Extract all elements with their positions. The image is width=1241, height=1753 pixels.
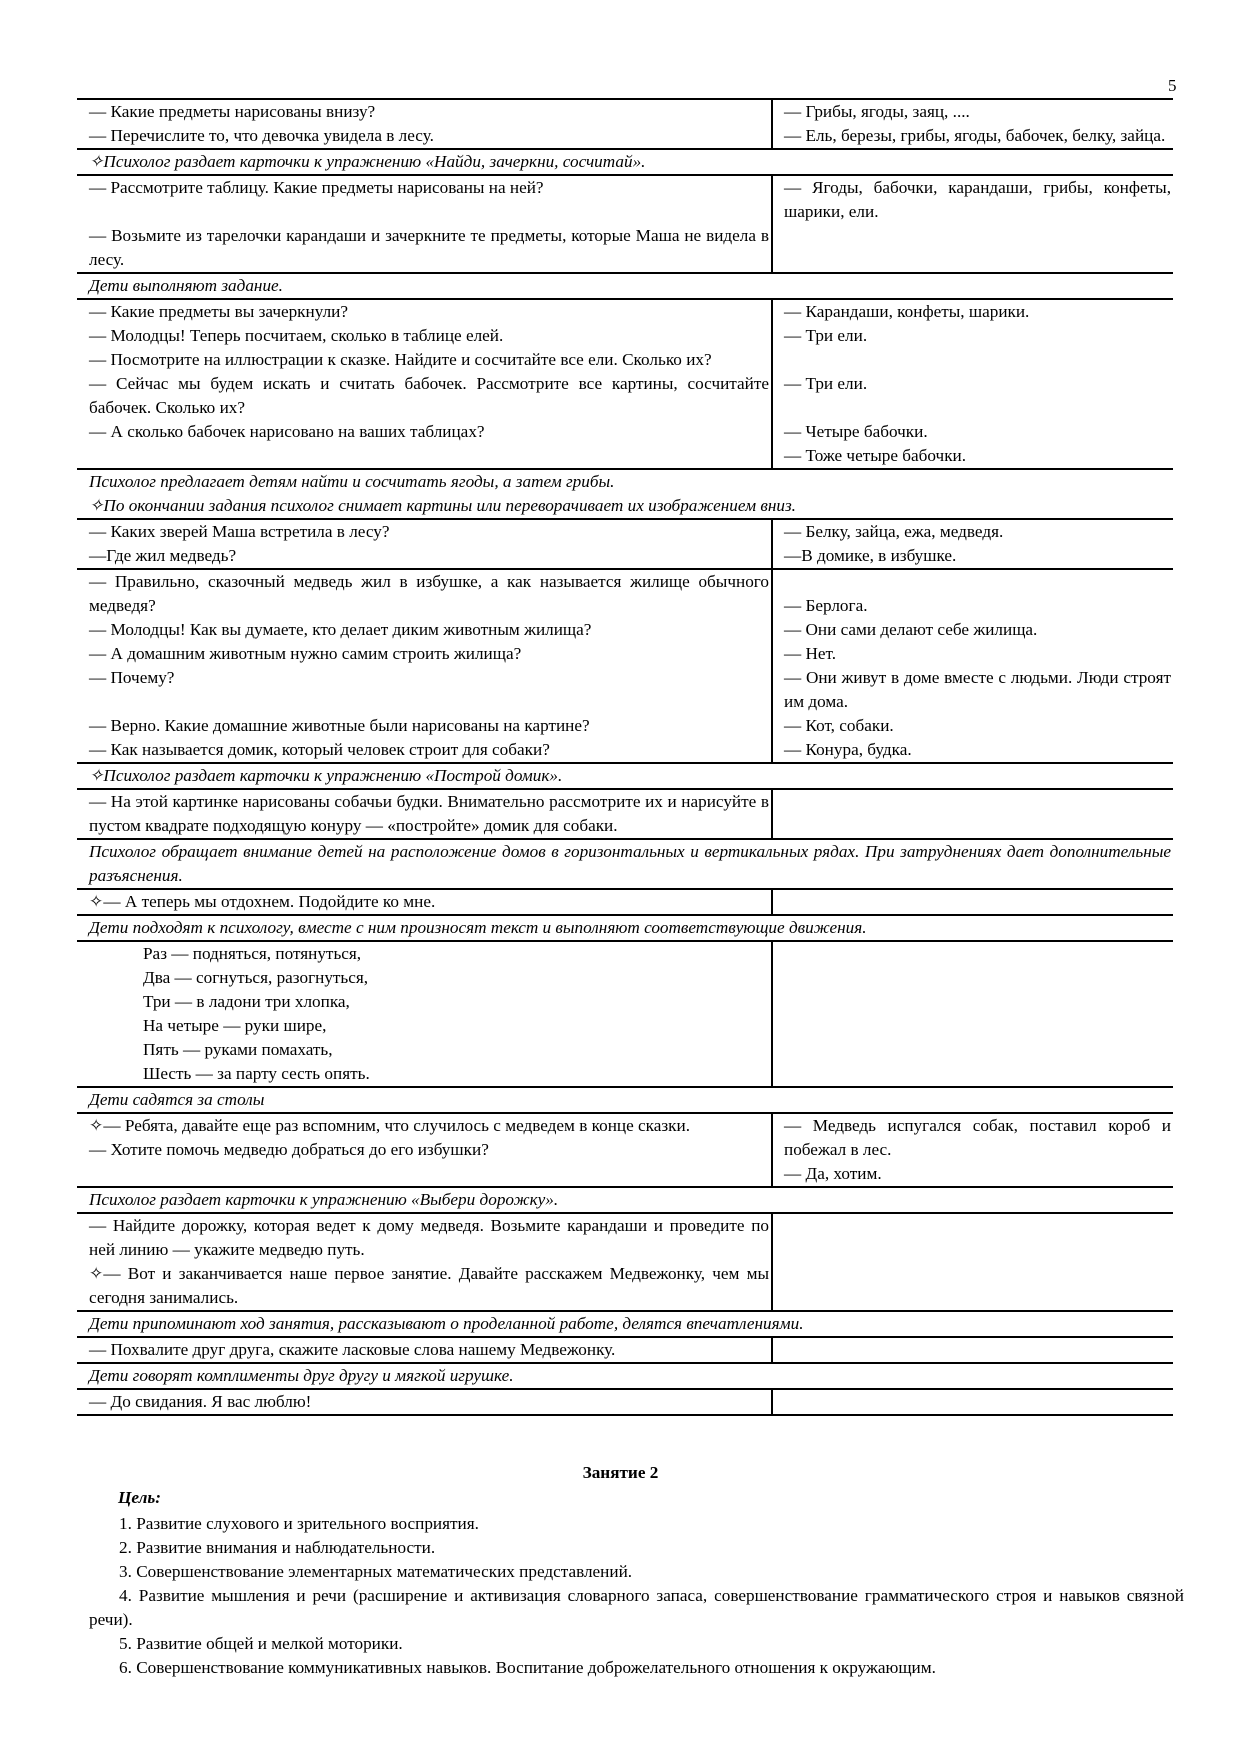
children-response-cell — [772, 1389, 1173, 1415]
lesson-table — [77, 98, 1173, 1416]
table-row — [77, 839, 1173, 889]
table-row — [77, 99, 1173, 149]
psychologist-line: — До свидания. Я вас люблю! — [89, 1392, 312, 1411]
instruction-note — [77, 273, 1173, 299]
psychologist-line: — Молодцы! Теперь посчитаем, сколько в таблице елей. — [89, 326, 504, 345]
children-response-cell — [772, 99, 1173, 149]
psychologist-line — [89, 200, 769, 224]
note-text: Дети подходят к психологу, вместе с ним произносят текст и выполняют соответствующие движения. — [89, 918, 867, 937]
note-text: Психолог раздает карточки к упражнению «Выбери дорожку». — [89, 1190, 559, 1209]
instruction-note — [77, 915, 1173, 941]
table-row — [77, 149, 1173, 175]
children-response-line: — Берлога. — [784, 596, 868, 615]
children-response-line: — Карандаши, конфеты, шарики. — [784, 302, 1030, 321]
psychologist-line: — Хотите помочь медведю добраться до его избушки? — [89, 1140, 489, 1159]
psychologist-cell — [77, 569, 772, 763]
children-response-line — [784, 348, 1171, 372]
children-response-cell — [772, 889, 1173, 915]
table-row — [77, 519, 1173, 569]
instruction-note — [77, 839, 1173, 889]
note-text: Дети садятся за столы — [89, 1090, 265, 1109]
table-row — [77, 469, 1173, 519]
children-response-cell — [772, 519, 1173, 569]
table-row — [77, 175, 1173, 273]
psychologist-line: — Возьмите из тарелочки карандаши и зачеркните те предметы, которые Маша не видела в лесу. — [89, 226, 769, 269]
psychologist-line: — Верно. Какие домашние животные были нарисованы на картине? — [89, 716, 590, 735]
note-text: Дети выполняют задание. — [89, 276, 283, 295]
children-response-line: — Ягоды, бабочки, карандаши, грибы, конфеты, шарики, ели. — [784, 178, 1171, 221]
psychologist-line: — Перечислите то, что девочка увидела в лесу. — [89, 126, 434, 145]
psychologist-cell — [77, 1389, 772, 1415]
poem-line: Пять — руками помахать, — [143, 1040, 333, 1059]
psychologist-cell — [77, 1337, 772, 1363]
instruction-note — [77, 763, 1173, 789]
table-row — [77, 1389, 1173, 1415]
goal-item: 6. Совершенствование коммуникативных навыков. Воспитание доброжелательного отношения к окружающим. — [119, 1658, 936, 1677]
table-row — [77, 1337, 1173, 1363]
psychologist-line: — Похвалите друг друга, скажите ласковые слова нашему Медвежонку. — [89, 1340, 616, 1359]
psychologist-line: — Каких зверей Маша встретила в лесу? — [89, 522, 390, 541]
psychologist-line: — А домашним животным нужно самим строить жилища? — [89, 644, 522, 663]
psychologist-line: ✧— Ребята, давайте еще раз вспомним, что случилось с медведем в конце сказки. — [89, 1116, 691, 1135]
psychologist-cell — [77, 99, 772, 149]
table-row — [77, 763, 1173, 789]
psychologist-cell — [77, 299, 772, 469]
psychologist-line: — Посмотрите на иллюстрации к сказке. Найдите и сосчитайте все ели. Сколько их? — [89, 350, 712, 369]
children-response-line: — Медведь испугался собак, поставил короб и побежал в лес. — [784, 1116, 1171, 1159]
children-response-line: — Они сами делают себе жилища. — [784, 620, 1038, 639]
children-response-cell — [772, 1337, 1173, 1363]
instruction-note — [77, 149, 1173, 175]
poem-cell — [77, 941, 772, 1087]
children-response-cell — [772, 1213, 1173, 1311]
table-row — [77, 299, 1173, 469]
psychologist-line: — Какие предметы вы зачеркнули? — [89, 302, 348, 321]
note-text: Психолог обращает внимание детей на расположение домов в горизонтальных и вертикальных рядах. При затруднениях дает дополнительные разъяснения. — [89, 842, 1171, 885]
note-text: Дети говорят комплименты друг другу и мягкой игрушке. — [89, 1366, 514, 1385]
children-response-line: — Грибы, ягоды, заяц, .... — [784, 102, 970, 121]
page-number: 5 — [1168, 76, 1177, 95]
children-response-cell — [772, 789, 1173, 839]
instruction-note — [77, 469, 1173, 519]
table-row — [77, 889, 1173, 915]
psychologist-line: — На этой картинке нарисованы собачьи будки. Внимательно рассмотрите их и нарисуйте в пустом квадрате подходящую конуру — «постройте» домик для собаки. — [89, 792, 769, 835]
note-text: ✧Психолог раздает карточки к упражнению «Найди, зачеркни, сосчитай». — [89, 152, 646, 171]
table-row — [77, 1363, 1173, 1389]
table-row — [77, 941, 1173, 1087]
children-response-line — [784, 396, 1171, 420]
children-response-line: — Тоже четыре бабочки. — [784, 446, 967, 465]
note-text: Психолог предлагает детям найти и сосчитать ягоды, а затем грибы. — [89, 472, 615, 491]
psychologist-line: ✧— А теперь мы отдохнем. Подойдите ко мне. — [89, 892, 436, 911]
children-response-cell — [772, 569, 1173, 763]
section-title: Занятие 2 — [582, 1463, 659, 1482]
children-response-line: — Да, хотим. — [784, 1164, 882, 1183]
goals-list — [89, 1512, 1184, 1680]
psychologist-line: ✧— Вот и заканчивается наше первое занятие. Давайте расскажем Медвежонку, чем мы сегодня занимались. — [89, 1264, 769, 1307]
poem-line: Три — в ладони три хлопка, — [143, 992, 350, 1011]
children-response-line: — Кот, собаки. — [784, 716, 894, 735]
table-row — [77, 1187, 1173, 1213]
children-response-line: — Они живут в доме вместе с людьми. Люди строят им дома. — [784, 668, 1171, 711]
goal-item: 1. Развитие слухового и зрительного восприятия. — [119, 1514, 479, 1533]
children-response-line: — Ель, березы, грибы, ягоды, бабочек, белку, зайца. — [784, 126, 1166, 145]
children-response-line: —В домике, в избушке. — [784, 546, 957, 565]
children-response-line: — Три ели. — [784, 326, 868, 345]
children-response-line: — Конура, будка. — [784, 740, 912, 759]
instruction-note — [77, 1087, 1173, 1113]
psychologist-line: — Почему? — [89, 668, 175, 687]
psychologist-cell — [77, 175, 772, 273]
goal-label: Цель: — [118, 1488, 161, 1507]
children-response-line: — Три ели. — [784, 374, 868, 393]
poem-line: Шесть — за парту сесть опять. — [143, 1064, 370, 1083]
psychologist-line: — Рассмотрите таблицу. Какие предметы нарисованы на ней? — [89, 178, 544, 197]
psychologist-cell — [77, 1113, 772, 1187]
table-row — [77, 1213, 1173, 1311]
psychologist-line: — Как называется домик, который человек строит для собаки? — [89, 740, 550, 759]
psychologist-line: — А сколько бабочек нарисовано на ваших таблицах? — [89, 422, 485, 441]
psychologist-line: — Найдите дорожку, которая ведет к дому медведя. Возьмите карандаши и проведите по ней линию — укажите медведю путь. — [89, 1216, 769, 1259]
table-row — [77, 1113, 1173, 1187]
children-response-line: — Белку, зайца, ежа, медведя. — [784, 522, 1004, 541]
children-response-cell — [772, 299, 1173, 469]
psychologist-line: — Правильно, сказочный медведь жил в избушке, а как называется жилище обычного медведя? — [89, 572, 769, 615]
children-response-line — [784, 570, 1171, 594]
lesson-table-grid — [77, 98, 1173, 1416]
psychologist-line: — Сейчас мы будем искать и считать бабочек. Рассмотрите все картины, сосчитайте бабочек. Сколько их? — [89, 374, 769, 417]
goal-item: 4. Развитие мышления и речи (расширение и активизация словарного запаса, совершенствование грамматического строя и навыков связной речи). — [89, 1586, 1184, 1629]
table-row — [77, 273, 1173, 299]
note-text: ✧По окончании задания психолог снимает картины или переворачивает их изображением вниз. — [89, 496, 796, 515]
table-row — [77, 569, 1173, 763]
poem-line: На четыре — руки шире, — [143, 1016, 327, 1035]
instruction-note — [77, 1311, 1173, 1337]
children-response-line: — Нет. — [784, 644, 837, 663]
goal-item: 2. Развитие внимания и наблюдательности. — [119, 1538, 436, 1557]
psychologist-cell — [77, 889, 772, 915]
poem-line: Раз — подняться, потянуться, — [143, 944, 362, 963]
psychologist-cell — [77, 1213, 772, 1311]
note-text: Дети припоминают ход занятия, рассказывают о проделанной работе, делятся впечатлениями. — [89, 1314, 804, 1333]
goal-item: 3. Совершенствование элементарных математических представлений. — [119, 1562, 633, 1581]
table-row — [77, 789, 1173, 839]
instruction-note — [77, 1363, 1173, 1389]
instruction-note — [77, 1187, 1173, 1213]
children-response-cell — [772, 941, 1173, 1087]
psychologist-line: — Молодцы! Как вы думаете, кто делает диким животным жилища? — [89, 620, 592, 639]
children-response-cell — [772, 1113, 1173, 1187]
children-response-cell — [772, 175, 1173, 273]
psychologist-cell — [77, 789, 772, 839]
note-text: ✧Психолог раздает карточки к упражнению «Построй домик». — [89, 766, 563, 785]
psychologist-line — [89, 690, 769, 714]
table-row — [77, 1087, 1173, 1113]
psychologist-cell — [77, 519, 772, 569]
psychologist-line: —Где жил медведь? — [89, 546, 237, 565]
table-row — [77, 915, 1173, 941]
goal-item: 5. Развитие общей и мелкой моторики. — [119, 1634, 403, 1653]
children-response-line: — Четыре бабочки. — [784, 422, 928, 441]
poem-line: Два — согнуться, разогнуться, — [143, 968, 369, 987]
table-row — [77, 1311, 1173, 1337]
psychologist-line: — Какие предметы нарисованы внизу? — [89, 102, 376, 121]
